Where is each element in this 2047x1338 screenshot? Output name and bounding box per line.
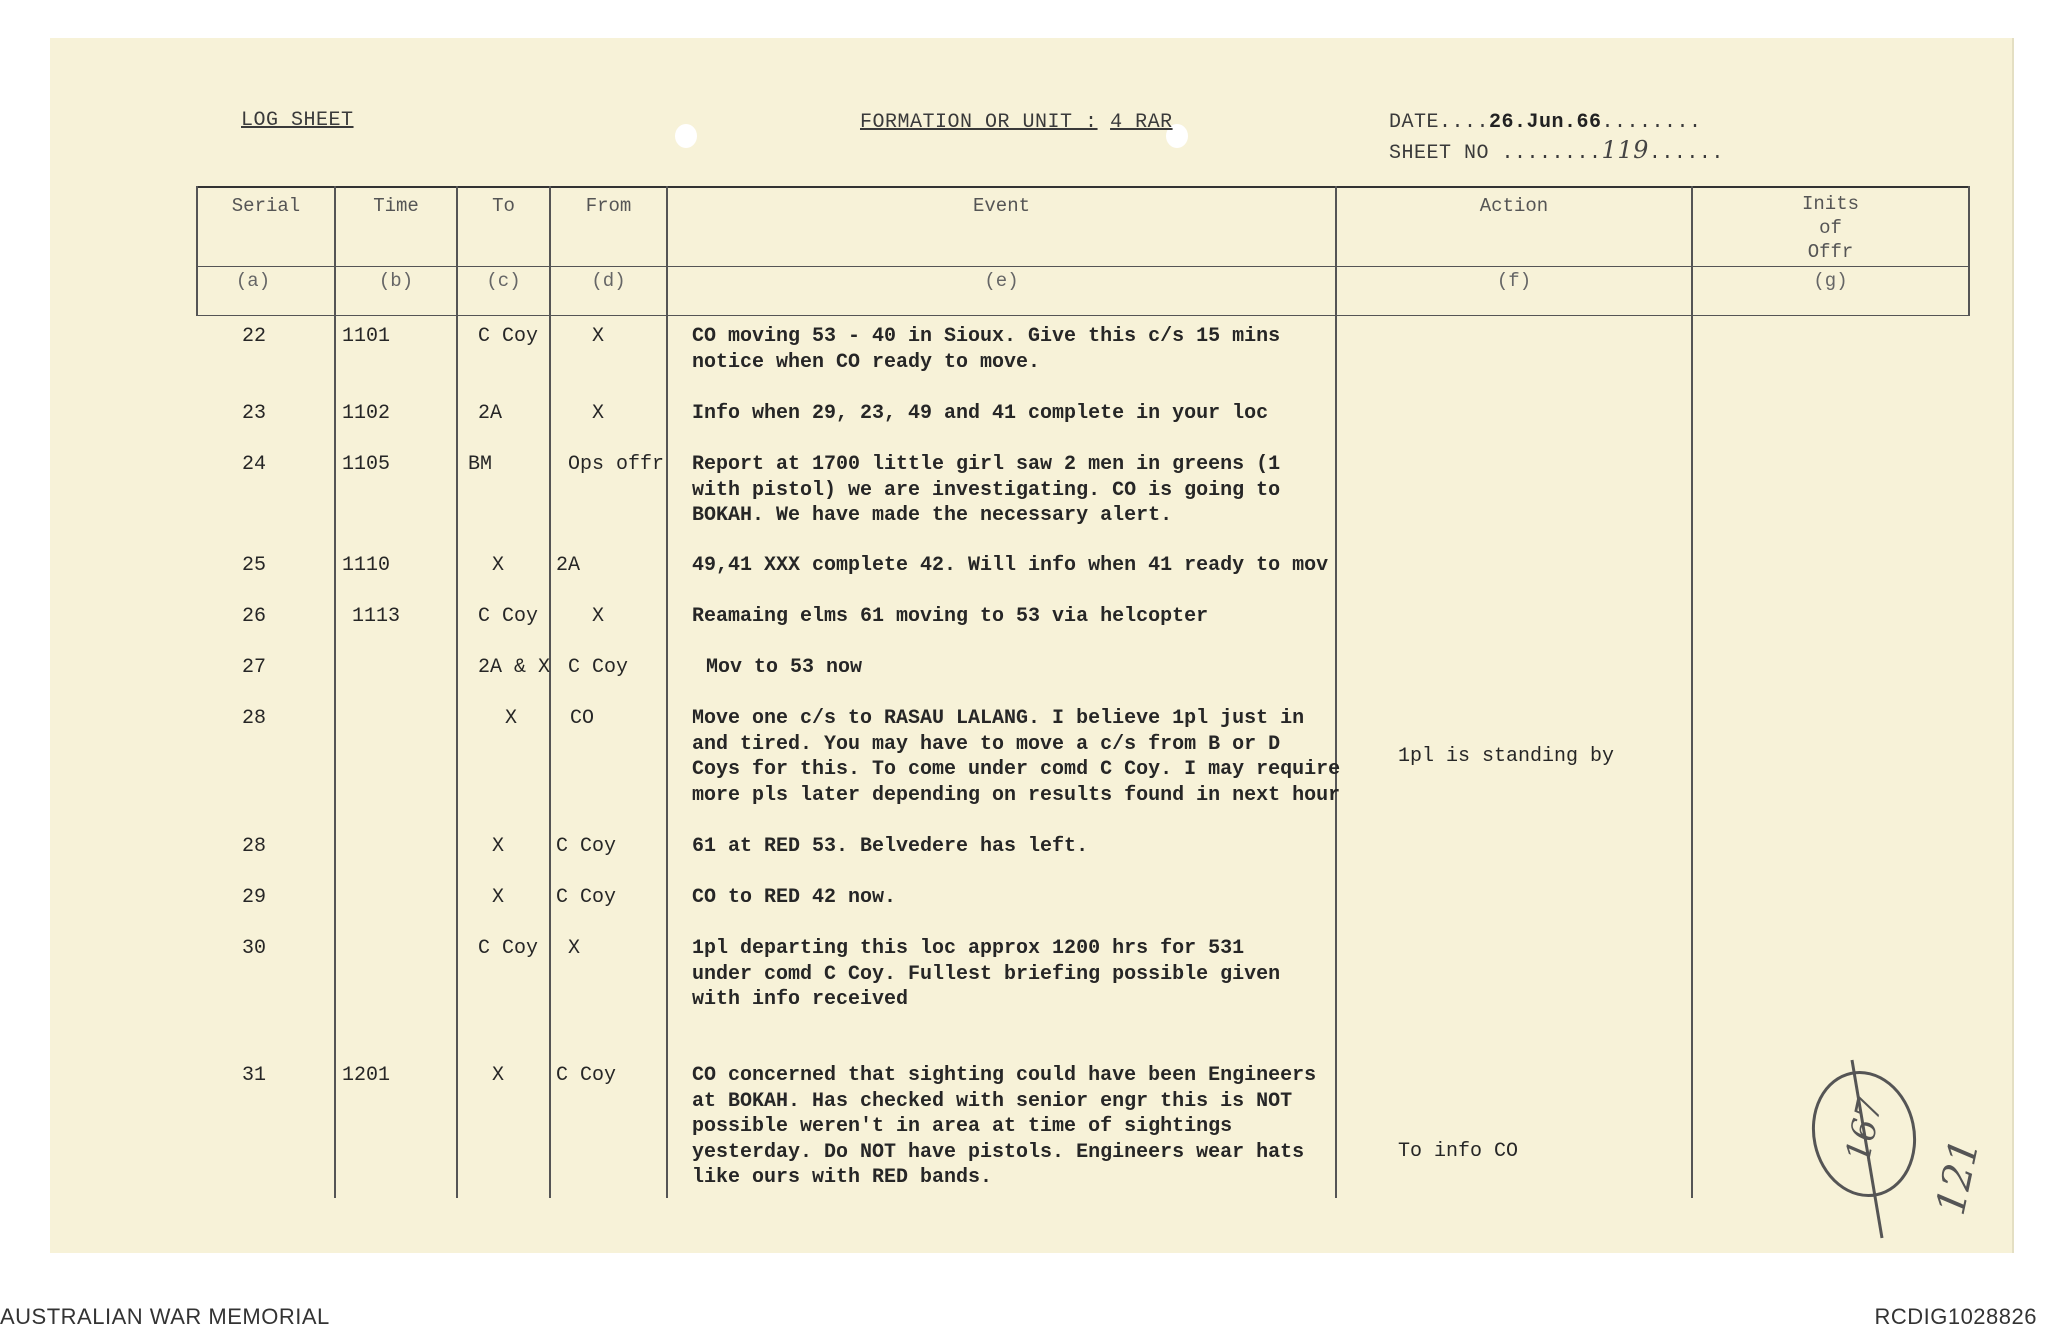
colhead-inits: Inits of Offr [1801,193,1859,263]
cell-action: To info CO [1398,1140,1519,1163]
cell-from: Ops offr [568,453,665,476]
cell-event: Move one c/s to RASAU LALANG. I believe 1pl just in and tired. You may have to move a c/s from B or D Coys for this. To come under comd C Coy. I may require more pls later depending on results found in next hour [692,707,1341,807]
table-top-rule [196,186,1970,188]
cell-serial: 24 [242,453,267,476]
cell-event: 61 at RED 53. Belvedere has left. [692,835,1089,858]
colhead-time: Time [373,195,419,217]
cell-to: 2A [478,402,503,425]
cell-time: 1201 [342,1064,391,1087]
colhead-serial: Serial [231,195,301,217]
colletter-c: (c) [486,270,521,292]
cell-event: CO moving 53 - 40 in Sioux. Give this c/s 15 mins notice when CO ready to move. [692,325,1281,374]
cell-from: C Coy [556,1064,617,1087]
cell-time: 1102 [342,402,391,425]
footer-record-id: RCDIG1028826 [1874,1304,2037,1329]
colletter-a: (a) [235,270,271,292]
cell-to: C Coy [478,605,539,628]
cell-from: C Coy [556,835,617,858]
cell-time: 1105 [342,453,391,476]
log-sheet-paper [50,38,2014,1253]
cell-to: X [492,554,505,577]
cell-event: Reamaing elms 61 moving to 53 via helcopter [692,605,1209,628]
cell-time: 1101 [342,325,391,348]
col-divider-action [1691,186,1693,1198]
cell-from: C Coy [568,656,629,679]
cell-to: X [492,835,505,858]
cell-to: X [492,1064,505,1087]
cell-from: CO [570,707,595,730]
colhead-event: Event [972,195,1030,217]
col-divider-event [1335,186,1337,1198]
cell-to: C Coy [478,325,539,348]
formation-unit: FORMATION OR UNIT : 4 RAR [860,111,1173,134]
cell-event: CO concerned that sighting could have been Engineers at BOKAH. Has checked with senior engr this is NOT possible weren't in area at time of sightings yesterday. Do NOT have pistols. Engineers wear hats like ours with RED bands. [692,1064,1317,1189]
cell-time: 1113 [352,605,401,628]
cell-event: CO to RED 42 now. [692,886,897,909]
cell-from: X [568,937,581,960]
header-separator [196,266,1970,267]
cell-action: 1pl is standing by [1398,745,1615,768]
date-line: DATE....26.Jun.66........ [1389,111,1702,134]
col-divider-to [549,186,551,1198]
colletter-d: (d) [591,270,626,292]
sheet-number-line: SHEET NO ........119...... [1389,136,1724,165]
colletter-e: (e) [984,270,1019,292]
header-bottom-rule [196,315,1970,316]
cell-serial: 28 [242,707,267,730]
cell-from: X [592,605,605,628]
cell-event: Mov to 53 now [706,656,863,679]
cell-to: 2A & X [478,656,551,679]
cell-serial: 31 [242,1064,267,1087]
cell-serial: 29 [242,886,267,909]
cell-to: X [505,707,518,730]
colletter-b: (b) [378,270,414,292]
cell-event: Report at 1700 little girl saw 2 men in greens (1 with pistol) we are investigating. CO is going to BOKAH. We have made the necessary alert. [692,453,1281,527]
cell-from: X [592,325,605,348]
cell-from: 2A [556,554,581,577]
cell-serial: 26 [242,605,267,628]
cell-event: Info when 29, 23, 49 and 41 complete in your loc [692,402,1269,425]
cell-serial: 22 [242,325,267,348]
colhead-action: Action [1479,195,1549,217]
cell-serial: 27 [242,656,267,679]
col-divider-serial [334,186,336,1198]
cell-from: C Coy [556,886,617,909]
colhead-from: From [585,195,632,217]
cell-serial: 23 [242,402,267,425]
col-divider-from [666,186,668,1198]
cell-serial: 25 [242,554,267,577]
col-divider-right [1968,186,1970,316]
cell-from: X [592,402,605,425]
cell-to: C Coy [478,937,539,960]
log-sheet-title: LOG SHEET [241,109,354,132]
cell-to: X [492,886,505,909]
cell-serial: 28 [242,835,267,858]
cell-time: 1110 [342,554,391,577]
cell-to: BM [468,453,493,476]
colhead-to: To [492,195,515,217]
col-divider-time [456,186,458,1198]
footer-archive-name: AUSTRALIAN WAR MEMORIAL [0,1304,330,1329]
cell-serial: 30 [242,937,267,960]
colletter-f: (f) [1496,270,1532,292]
circled-number-text: 167 [1838,1094,1891,1166]
cell-event: 1pl departing this loc approx 1200 hrs for 531 under comd C Coy. Fullest briefing possible given with info received [692,937,1281,1011]
margin-number: 121 [1927,1134,1989,1220]
colletter-g: (g) [1813,270,1848,292]
punch-hole-left [675,124,697,148]
cell-event: 49,41 XXX complete 42. Will info when 41 ready to mov [692,554,1329,577]
circled-folio-number [1802,1052,1922,1252]
